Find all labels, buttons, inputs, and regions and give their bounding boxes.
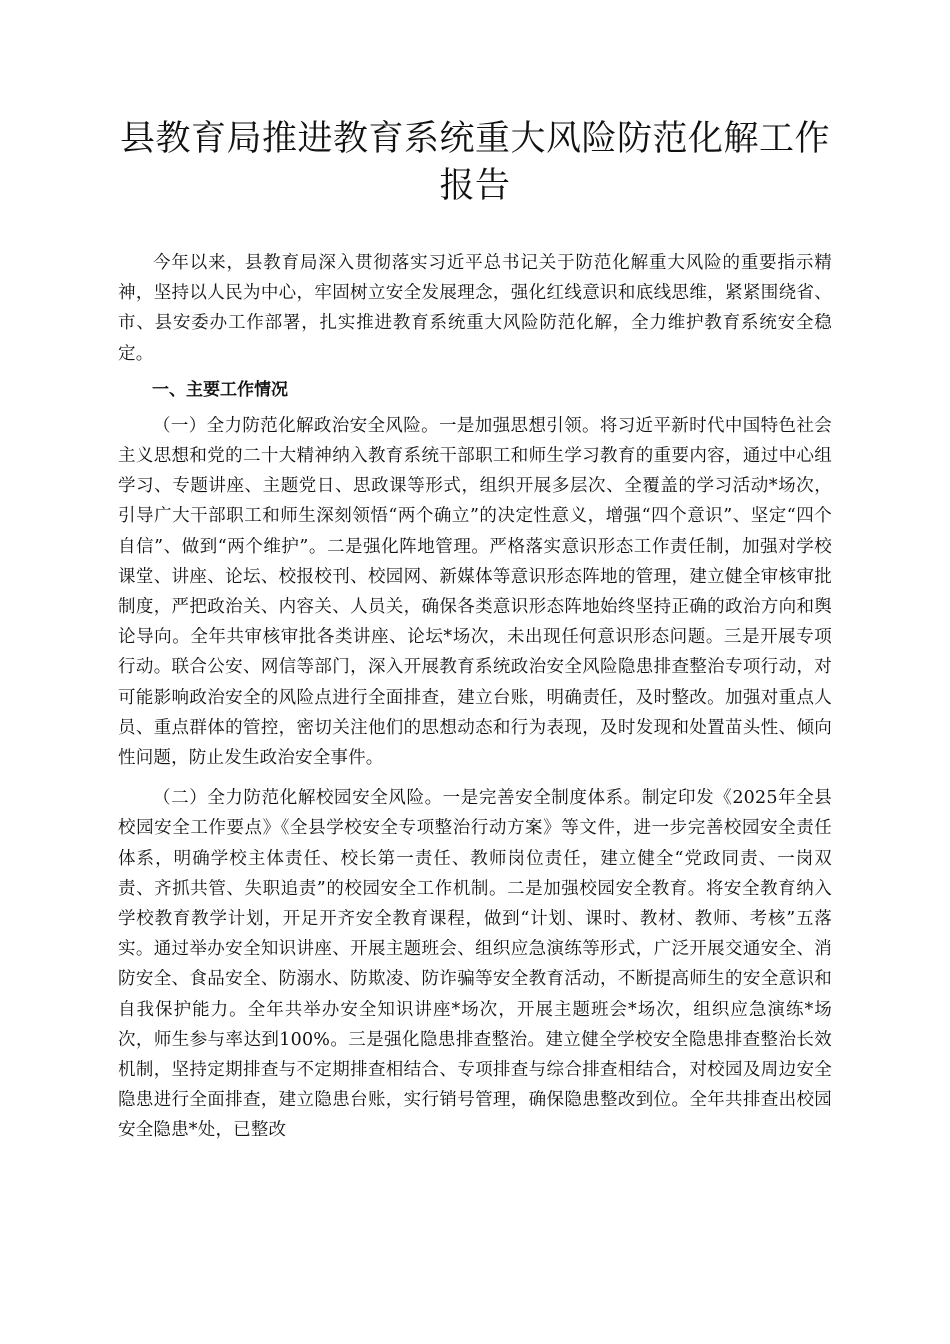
political-safety-paragraph: （一）全力防范化解政治安全风险。一是加强思想引领。将习近平新时代中国特色社会主义思想和党的二十大精神纳入教育系统干部职工和师生学习教育的重要内容，通过中心组学习、专题讲座、主题党日、思政课等形式，组织开展多层次、全覆盖的学习活动*场次，引导广大干部职工和师生深刻领悟“两个确立”的决定性意义，增强“四个意识”、坚定“四个自信”、做到“两个维护”。二是强化阵地管理。严格落实意识形态工作责任制，加强对学校课堂、讲座、论坛、校报校刊、校园网、新媒体等意识形态阵地的管理，建立健全审核审批制度，严把政治关、内容关、人员关，确保各类意识形态阵地始终坚持正确的政治方向和舆论导向。全年共审核审批各类讲座、论坛*场次，未出现任何意识形态问题。三是开展专项行动。联合公安、网信等部门，深入开展教育系统政治安全风险隐患排查整治专项行动，对可能影响政治安全的风险点进行全面排查，建立台账，明确责任，及时整改。加强对重点人员、重点群体的管控，密切关注他们的思想动态和行为表现，及时发现和处置苗头性、倾向性问题，防止发生政治安全事件。 (118, 415, 832, 769)
campus-safety-paragraph: （二）全力防范化解校园安全风险。一是完善安全制度体系。制定印发《2025年全县校园安全工作要点》《全县学校安全专项整治行动方案》等文件，进一步完善校园安全责任体系，明确学校主体责任、校长第一责任、教师岗位责任，建立健全“党政同责、一岗双责、齐抓共管、失职追责”的校园安全工作机制。二是加强校园安全教育。将安全教育纳入学校教育教学计划，开足开齐安全教育课程，做到“计划、课时、教材、教师、考核”五落实。通过举办安全知识讲座、开展主题班会、组织应急演练等形式，广泛开展交通安全、消防安全、食品安全、防溺水、防欺凌、防诈骗等安全教育活动，不断提高师生的安全意识和自我保护能力。全年共举办安全知识讲座*场次，开展主题班会*场次，组织应急演练*场次，师生参与率达到100%。三是强化隐患排查整治。建立健全学校安全隐患排查整治长效机制，坚持定期排查与不定期排查相结合、专项排查与综合排查相结合，对校园及周边安全隐患进行全面排查，建立隐患台账，实行销号管理，确保隐患整改到位。全年共排查出校园安全隐患*处，已整改 (118, 788, 832, 1141)
section-heading: 一、主要工作情况 (152, 379, 288, 400)
document-title: 县教育局推进教育系统重大风险防范化解工作报告 (119, 119, 830, 206)
paragraph-spacer (118, 773, 832, 783)
intro-paragraph: 今年以来，县教育局深入贯彻落实习近平总书记关于防范化解重大风险的重要指示精神，坚持以人民为中心，牢固树立安全发展理念，强化红线意识和底线思维，紧紧围绕省、市、县安委办工作部署，扎实推进教育系统重大风险防范化解，全力维护教育系统安全稳定。 (118, 253, 832, 364)
document-body (118, 248, 832, 1146)
